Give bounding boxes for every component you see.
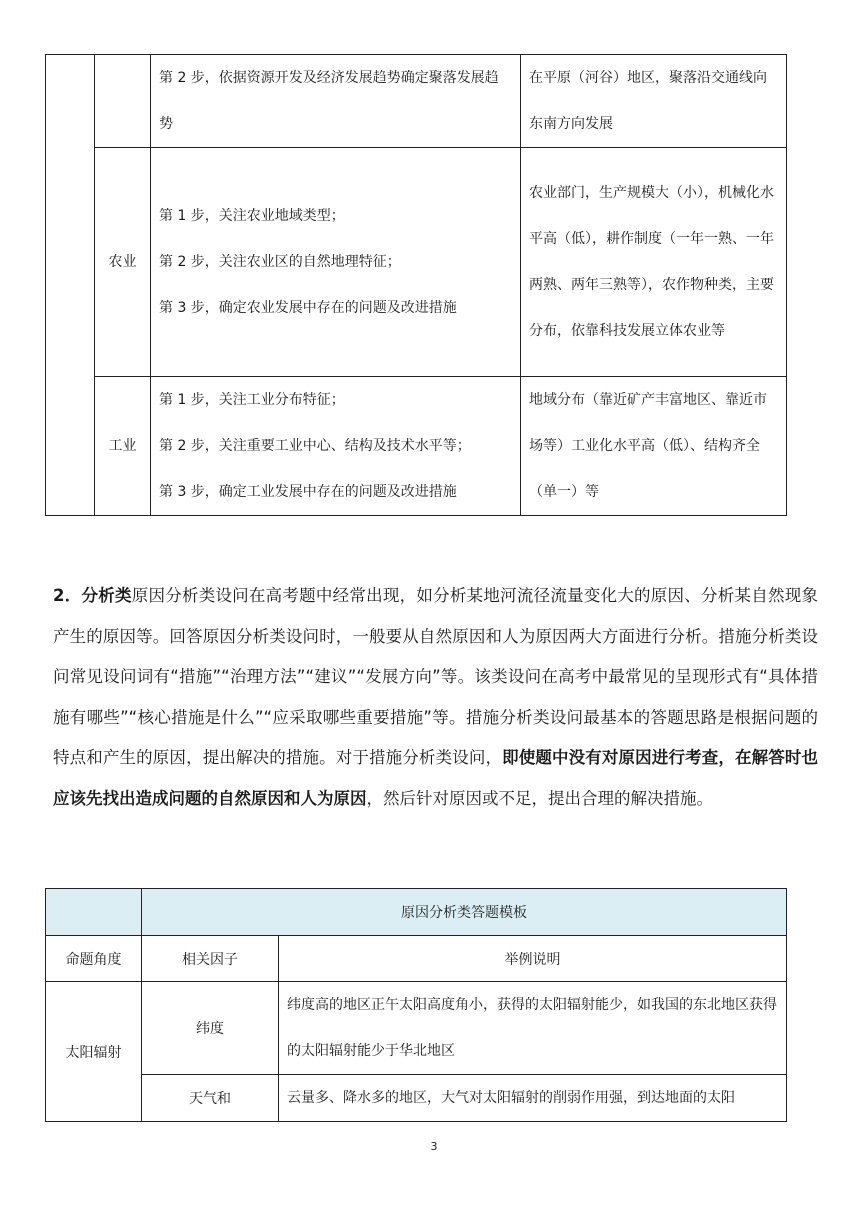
- example-cell: 在平原（河谷）地区，聚落沿交通线向东南方向发展: [521, 55, 787, 148]
- step-text: 第 3 步，确定农业发展中存在的问题及改进措施: [159, 300, 457, 316]
- step-text: 第 2 步，关注重要工业中心、结构及技术水平等；: [159, 438, 471, 454]
- blank-header-cell: [46, 889, 142, 936]
- steps-cell: [151, 148, 521, 377]
- table-row: [46, 55, 787, 148]
- step-text: 第 1 步，关注农业地域类型；: [159, 208, 345, 224]
- step-text: 第 3 步，确定工业发展中存在的问题及改进措施: [159, 484, 457, 500]
- table-title: 原因分析类答题模板: [142, 889, 787, 936]
- step-text: 第 2 步，依据资源开发及经济发展趋势确定聚落发展趋势: [159, 70, 499, 132]
- column-header: 相关因子: [142, 936, 279, 982]
- geography-analysis-table: [45, 54, 787, 516]
- paragraph-text: ，然后针对原因或不足，提出合理的解决措施。: [366, 788, 713, 808]
- column-header-row: [46, 936, 787, 982]
- step-text: 第 2 步，关注农业区的自然地理特征；: [159, 254, 401, 270]
- example-cell: 地域分布（靠近矿产丰富地区、靠近市场等）工业化水平高（低）、结构齐全（单一）等: [521, 377, 787, 516]
- emphasis-text: 即使题中没有对原因进行考查，在解答时也应该先找出造成问题的自然原因和人为原因: [53, 748, 819, 808]
- example-cell: 农业部门，生产规模大（小），机械化水平高（低），耕作制度（一年一熟、一年两熟、两年三熟等），农作物种类，主要分布，依靠科技发展立体农业等: [521, 148, 787, 377]
- table-header-row: [46, 889, 787, 936]
- merged-left-cell: [46, 55, 95, 516]
- column-header: 举例说明: [279, 936, 787, 982]
- example-cell: 纬度高的地区正午太阳高度角小，获得的太阳辐射能少，如我国的东北地区获得的太阳辐射能少于华北地区: [279, 982, 787, 1075]
- table-row: [46, 982, 787, 1075]
- page-number: 3: [430, 1140, 438, 1153]
- example-cell: 云量多、降水多的地区，大气对太阳辐射的削弱作用强，到达地面的太阳: [279, 1075, 787, 1122]
- step-text: 第 1 步，关注工业分布特征；: [159, 392, 345, 408]
- factor-cell: 纬度: [142, 982, 279, 1075]
- section-heading: 2．分析类: [53, 586, 132, 605]
- table-row: [46, 148, 787, 377]
- column-header: 命题角度: [46, 936, 142, 982]
- cause-analysis-template-table: [45, 888, 787, 1122]
- table-row: [46, 377, 787, 516]
- category-cell: 工业: [95, 377, 151, 516]
- group-cell: 太阳辐射: [46, 982, 142, 1122]
- factor-cell: 天气和: [142, 1075, 279, 1122]
- paragraph-text: 原因分析类设问在高考题中经常出现，如分析某地河流径流量变化大的原因、分析某自然现象产生的原因等。回答原因分析类设问时，一般要从自然原因和人为原因两大方面进行分析。措施分析类设问常见设问词有“措施”“治理方法”“建议”“发展方向”等。该类设问在高考中最常见的呈现形式有“具体措施有哪些”“核心措施是什么”“应采取哪些重要措施”等。措施分析类设问最基本的答题思路是根据问题的特点和产生的原因，提出解决的措施。对于措施分析类设问，: [53, 586, 819, 768]
- steps-cell: [151, 55, 521, 148]
- category-cell: 农业: [95, 148, 151, 377]
- table-row: [46, 1075, 787, 1122]
- category-cell: [95, 55, 151, 148]
- body-paragraph: [53, 576, 818, 820]
- steps-cell: [151, 377, 521, 516]
